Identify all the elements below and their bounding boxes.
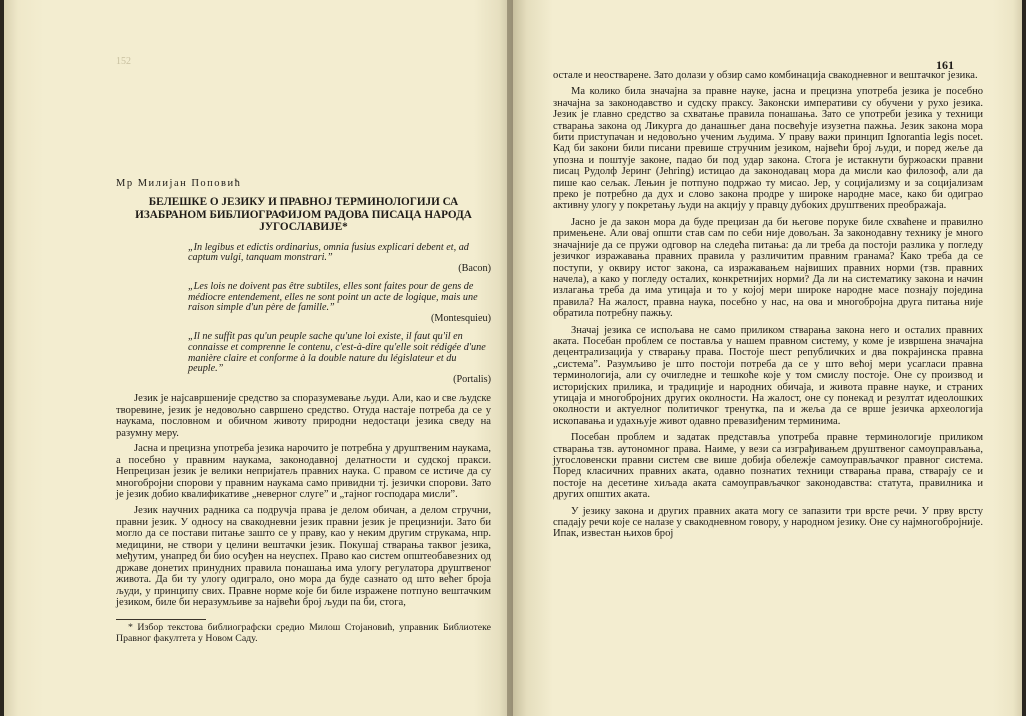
body-paragraph: Језик је најсавршеније средство за споразумевање људи. Али, као и све људске творевине, језик је недовољно савршено средство. Отуда настаје потреба да се у наукама, пословном и обичном животу природни недостаци језика сведу на разумну меру. <box>116 393 491 439</box>
right-column <box>553 70 983 545</box>
body-paragraph: Јасна и прецизна употреба језика нарочито је потребна у друштвеним наукама, а посебно у правним наукама, законодавној делатности и судској пракси. Непрецизан језик је велики непријатељ правних наука. С правом се истиче да су многобројни спорови у правним наукама само привидни тј. језички спорови. Зато је језик добио квалификативе „неверног слуге” и „тајног господара мисли”. <box>116 443 491 501</box>
left-column <box>116 178 491 645</box>
epigraph-source: (Montesquieu) <box>431 313 491 325</box>
footnote-rule <box>116 619 206 620</box>
right-page-number: 161 <box>936 58 954 72</box>
epigraph-montesquieu <box>188 282 491 325</box>
left-page-number: 152 <box>116 56 131 67</box>
epigraph-text: „Il ne suffit pas qu'un peuple sache qu'une loi existe, il faut qu'il en connaisse et comprenne le contenu, c'est-à-dire qu'elle soit rédigée d'une manière claire et conforme à la double nature du législateur et du peuple.” <box>188 331 486 375</box>
epigraph-text: „In legibus et edictis ordinarius, omnia fusius explicari debent et, ad captum vulgi, tanquam monstrari.” <box>188 241 469 264</box>
body-paragraph-continued: остале и неостварене. Зато долази у обзир само комбинација свакодневног и вештачког језика. <box>553 70 978 81</box>
body-paragraph: Посебан проблем и задатак представља употреба правне терминологије приликом стварања тзв. аутономног права. Наиме, у вези са изграђивањем друштвеног самоуправљања, југословенски правни систем све више добија обележје самоуправљачког правног система. Поред класичних правних аката, одавно познатих техници стварања права, стварају се и постоје на десетине хиљада аката самоуправљачког законодавства: статута, правилника и других општих аката. <box>553 432 983 501</box>
article-title: БЕЛЕШКЕ О ЈЕЗИКУ И ПРАВНОЈ ТЕРМИНОЛОГИЈИ СА ИЗАБРАНОМ БИБЛИОГРАФИЈОМ РАДОВА ПИСАЦА НАРОДА ЈУГОСЛАВИЈЕ* <box>135 196 472 233</box>
body-paragraph: Ма колико била значајна за правне науке, јасна и прецизна употреба језика је посебно значајна за законодавство и судску праксу. Законски императиви су обучени у рухо језика. Језик је главно средство за схватање правила понашања. Зато се употреби језика у техници стварања закона од Ликурга до данашњег дана посвећује изузетна пажња. Језик закона мора бити приступачан и недовољно ученим људима. У праву важи принцип Ignorantia legis nocet. Кад би закони били писани превише стручним језиком, највећи број људи, и поред жеље да упозна и поштује законе, падао би под удар закона. Стога је истакнути буржоаски правни писац Рудолф Јеринг (Jehring) истицао да законодавац мора да мисли као филозоф, али да пише као сељак. Лењин је потпуно подржао ту мисао. Јер, у социјализму и за социјализам преко је потребно да дух и слово закона продре у широке народне масе, како би одиграо активну улогу у покретању људи на акцију у правцу дубоких друштвених преображаја. <box>553 86 983 212</box>
epigraph-source: (Portalis) <box>453 374 491 386</box>
left-page <box>4 0 513 716</box>
right-page <box>513 0 1022 716</box>
author: Мр Милијан Поповић <box>116 178 242 189</box>
book-spread <box>4 0 1022 716</box>
body-paragraph: Јасно је да закон мора да буде прецизан да би његове поруке биле схваћене и правилно примењене. Али овај општи став сам по себи није довољан. За законодавну технику је много значајније да се пружи одговор на следећа питања: да ли треба да постоји разлика у погледу језичког изражавања правних правила у различитим правним гранама? Како треба да се поступи, у оквиру истог закона, са изражавањем највиших правних норми (тзв. правних начела), а како у погледу осталих, конкретнијих норми? Да ли на систематику закона и начин излагања треба да има утицаја и то у којој мери широке народне масе познају поједина правила? На жалост, правна наука, посебно у нас, на ова и многобројна друга питања није обратила потребну пажњу. <box>553 216 983 320</box>
epigraph-bacon <box>188 243 491 275</box>
epigraph-text: „Les lois ne doivent pas être subtiles, elles sont faites pour de gens de médiocre entendement, elles ne sont point un acte de logique, mais une raison simple d'un père de famille.” <box>188 280 478 314</box>
body-paragraph: Значај језика се испољава не само приликом стварања закона него и осталих правних аката. Посебан проблем се поставља у нашем правном систему, у коме је извршена значајна децентрализација у стварању права. Постоје шест републичких и два покрајинска правна „система”. Разумљиво је што постоји потреба да се у што већој мери усагласи правна терминологија, али су очигледне и тешкоће које у том смислу постоје. Оне су производ и историјских прилика, и традиције и народних обичаја, и живота правне науке, и страних утицаја и многобројних других околности. На жалост, оне су понекад и резултат идеолошких околности и актуелног политичког тренутка, па и жеља да се врше језичка археологија ископавања и удахњује живот одавно превазиђеним терминима. <box>553 324 983 427</box>
footnote: * Избор текстова библиографски средио Милош Стојановић, управник Библиотеке Правног факултета у Новом Саду. <box>116 621 491 644</box>
epigraph-portalis <box>188 332 491 386</box>
body-paragraph: У језику закона и других правних аката могу се запазити три врсте речи. У прву врсту спадају речи које се налазе у свакодневном говору, у народном језику. Оне су најмногобројније. Ипак, известан њихов број <box>553 505 983 540</box>
body-paragraph: Језик научних радника са подручја права је делом обичан, а делом стручни, правни језик. У односу на свакодневни језик правни језик је прецизнији. Зато би могло да се постави питање зашто се у праву, као у неким другим струкама, нпр. медицини, не створи у целини вештачки језик. Покушај стварања таквог језика, међутим, унапред би био осуђен на неуспех. Право као систем општеобавезних од државе донетих принудних правила понашања има улогу регулатора друштвеног живота. Да би ту улогу одиграло, оно мора да буде сазнато од што већег броја људи, у принципу свих. Правне норме које би биле изражене потпуно вештачким језиком, биле би неразумљиве за највећи број људи па би, стога, <box>116 504 491 609</box>
epigraph-source: (Bacon) <box>458 263 491 275</box>
